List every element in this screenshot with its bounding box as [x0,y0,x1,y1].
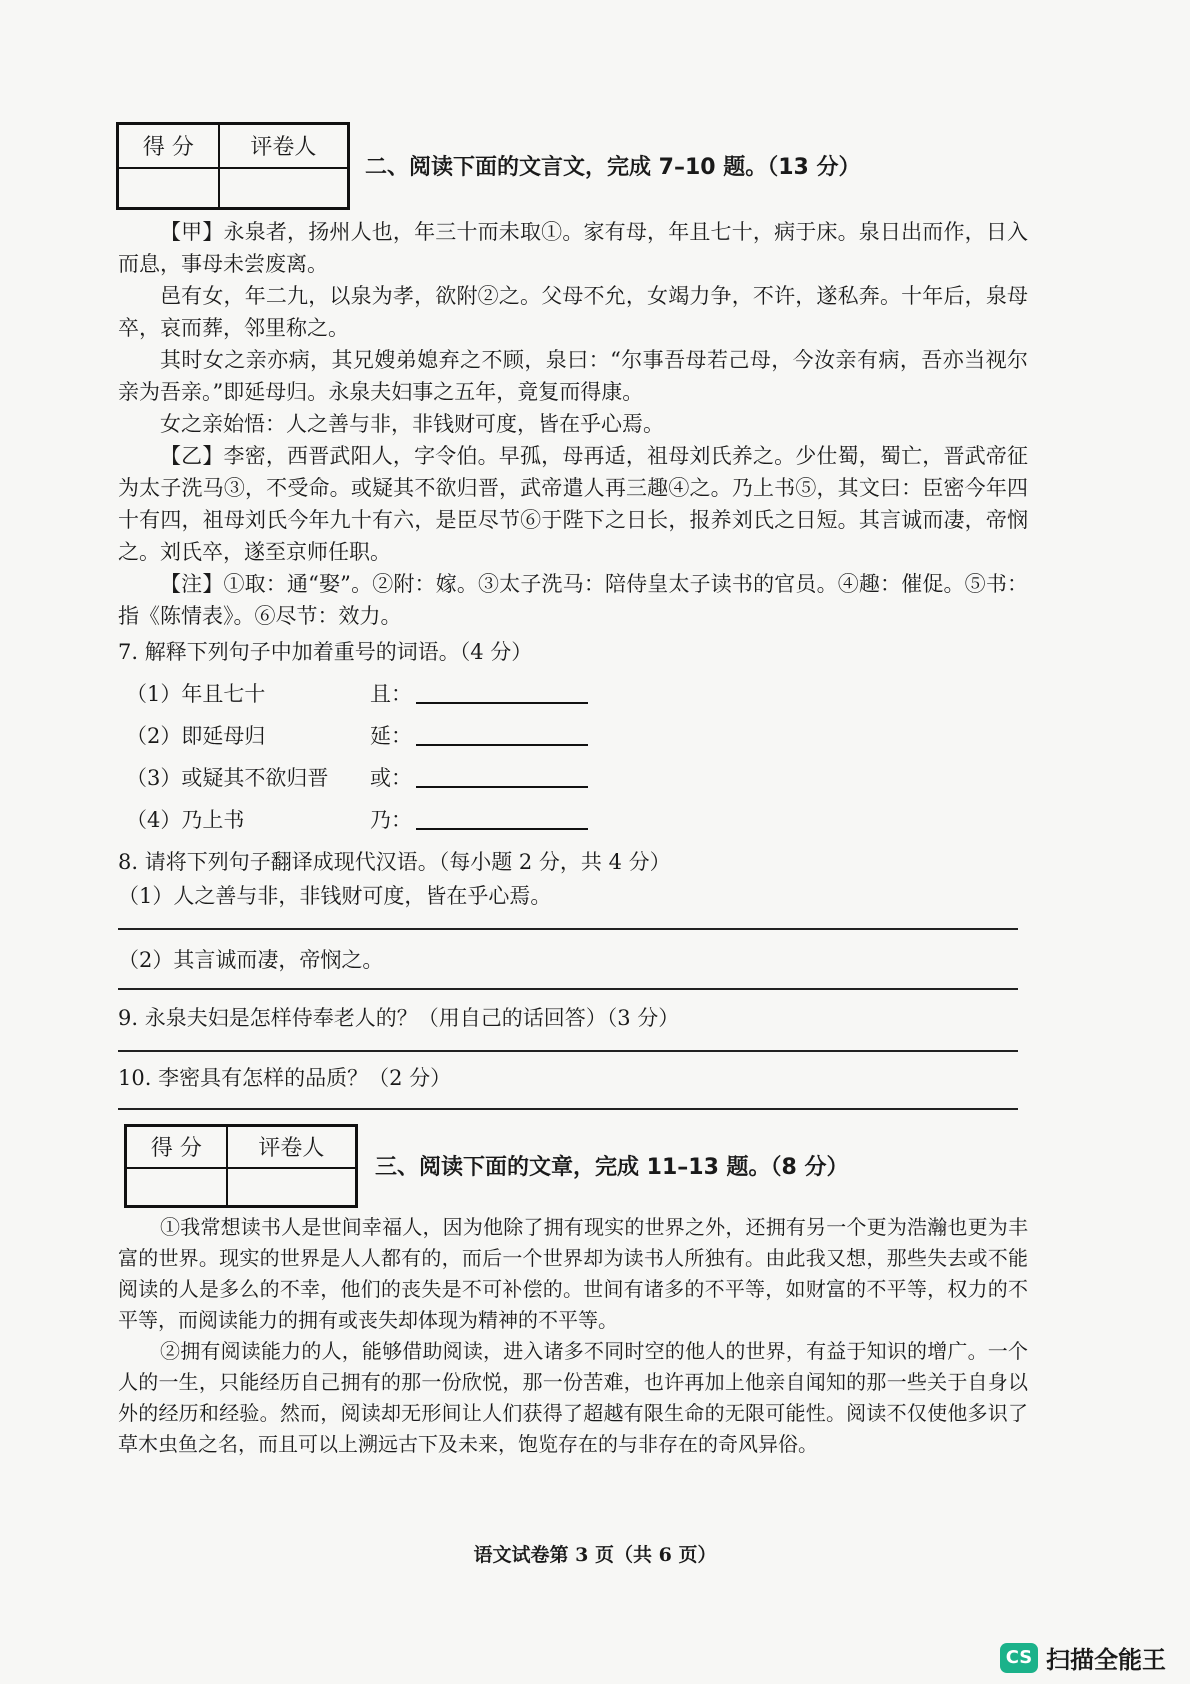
q7-char-3: 或： [370,766,412,790]
q7-char-4: 乃： [370,808,412,832]
section3-heading: 三、阅读下面的文章，完成 11–13 题。（8 分） [375,1155,849,1180]
q8-1-answer-line[interactable] [118,926,1018,930]
article-para-2: ②拥有阅读能力的人，能够借助阅读，进入诸多不同时空的他人的世界，有益于知识的增广。一个人的一生，只能经历自己拥有的那一份欣悦，那一份苦难，也许再加上他亲自闻知的那一些关于自身以外的经历和经验。然而，阅读却无形间让人们获得了超越有限生命的无限可能性。阅读不仅使他多识了草木虫鱼之名，而且可以上溯远古下及未来，饱览存在的与非存在的奇风异俗。 [118,1339,1028,1456]
grader-cell[interactable] [219,168,349,209]
passage-jia-2: 邑有女，年二九，以泉为孝，欲附②之。父母不允，女竭力争，不许，遂私奔。十年后，泉母卒，哀而葬，邻里称之。 [118,284,1028,340]
q8-2-answer-line[interactable] [118,986,1018,990]
q7-item-4: （4）乃上书 [126,808,245,832]
scanner-watermark [1000,1640,1166,1675]
q7-answer-blank-1[interactable] [416,680,588,704]
score-cell[interactable] [126,1168,227,1207]
score-label: 得 分 [118,124,219,168]
question-8-1: （1）人之善与非，非钱财可度，皆在乎心焉。 [118,884,552,908]
watermark-text: 扫描全能王 [1046,1646,1166,1674]
passage-jia-3: 其时女之亲亦病，其兄嫂弟媳弃之不顾，泉曰：“尔事吾母若己母，今汝亲有病，吾亦当视尔亲为吾亲。”即延母归。永泉夫妇事之五年，竟复而得康。 [118,348,1028,404]
section2-heading: 二、阅读下面的文言文，完成 7–10 题。（13 分） [365,155,861,180]
grader-cell[interactable] [227,1168,357,1207]
question-8-2: （2）其言诚而凄，帝悯之。 [118,948,384,972]
q7-answer-blank-4[interactable] [416,806,588,830]
score-label: 得 分 [126,1126,227,1168]
score-cell[interactable] [118,168,219,209]
q7-item-3: （3）或疑其不欲归晋 [126,766,329,790]
q10-answer-line[interactable] [118,1106,1018,1110]
article-para-1: ①我常想读书人是世间幸福人，因为他除了拥有现实的世界之外，还拥有另一个更为浩瀚也更为丰富的世界。现实的世界是人人都有的，而后一个世界却为读书人所独有。由此我又想，那些失去或不能阅读的人是多么的不幸，他们的丧失是不可补偿的。世间有诸多的不平等，如财富的不平等，权力的不平等，而阅读能力的拥有或丧失却体现为精神的不平等。 [118,1215,1028,1332]
question-10: 10. 李密具有怎样的品质？（2 分） [118,1066,452,1090]
q7-answer-blank-2[interactable] [416,722,588,746]
q9-answer-line[interactable] [118,1048,1018,1052]
passage-jia-4: 女之亲始悟：人之善与非，非钱财可度，皆在乎心焉。 [160,412,664,436]
q7-item-1: （1）年且七十 [126,682,266,706]
passage-jia-1: 【甲】永泉者，扬州人也，年三十而未取①。家有母，年且七十，病于床。泉日出而作，日入而息，事母未尝废离。 [118,220,1028,276]
question-8: 8. 请将下列句子翻译成现代汉语。（每小题 2 分，共 4 分） [118,850,671,874]
question-9: 9. 永泉夫妇是怎样侍奉老人的？（用自己的话回答）（3 分） [118,1006,680,1030]
page-footer: 语文试卷第 3 页（共 6 页） [473,1544,717,1566]
grader-label: 评卷人 [219,124,349,168]
score-box-section2 [116,122,350,210]
q7-answer-blank-3[interactable] [416,764,588,788]
passage-yi: 【乙】李密，西晋武阳人，字令伯。早孤，母再适，祖母刘氏养之。少仕蜀，蜀亡，晋武帝征为太子洗马③，不受命。或疑其不欲归晋，武帝遣人再三趣④之。乃上书⑤，其文曰：臣密今年四十有四，祖母刘氏今年九十有六，是臣尽节⑥于陛下之日长，报养刘氏之日短。其言诚而凄，帝悯之。刘氏卒，遂至京师任职。 [118,444,1028,564]
cs-logo-icon: CS [1000,1643,1038,1673]
grader-label: 评卷人 [227,1126,357,1168]
question-7: 7. 解释下列句子中加着重号的词语。（4 分） [118,640,533,664]
q7-item-2: （2）即延母归 [126,724,266,748]
q7-char-2: 延： [370,724,412,748]
q7-char-1: 且： [370,682,412,706]
score-box-section3 [124,1124,358,1208]
notes: 【注】①取：通“娶”。②附：嫁。③太子洗马：陪侍皇太子读书的官员。④趣：催促。⑤书：指《陈情表》。⑥尽节：效力。 [118,572,1028,628]
